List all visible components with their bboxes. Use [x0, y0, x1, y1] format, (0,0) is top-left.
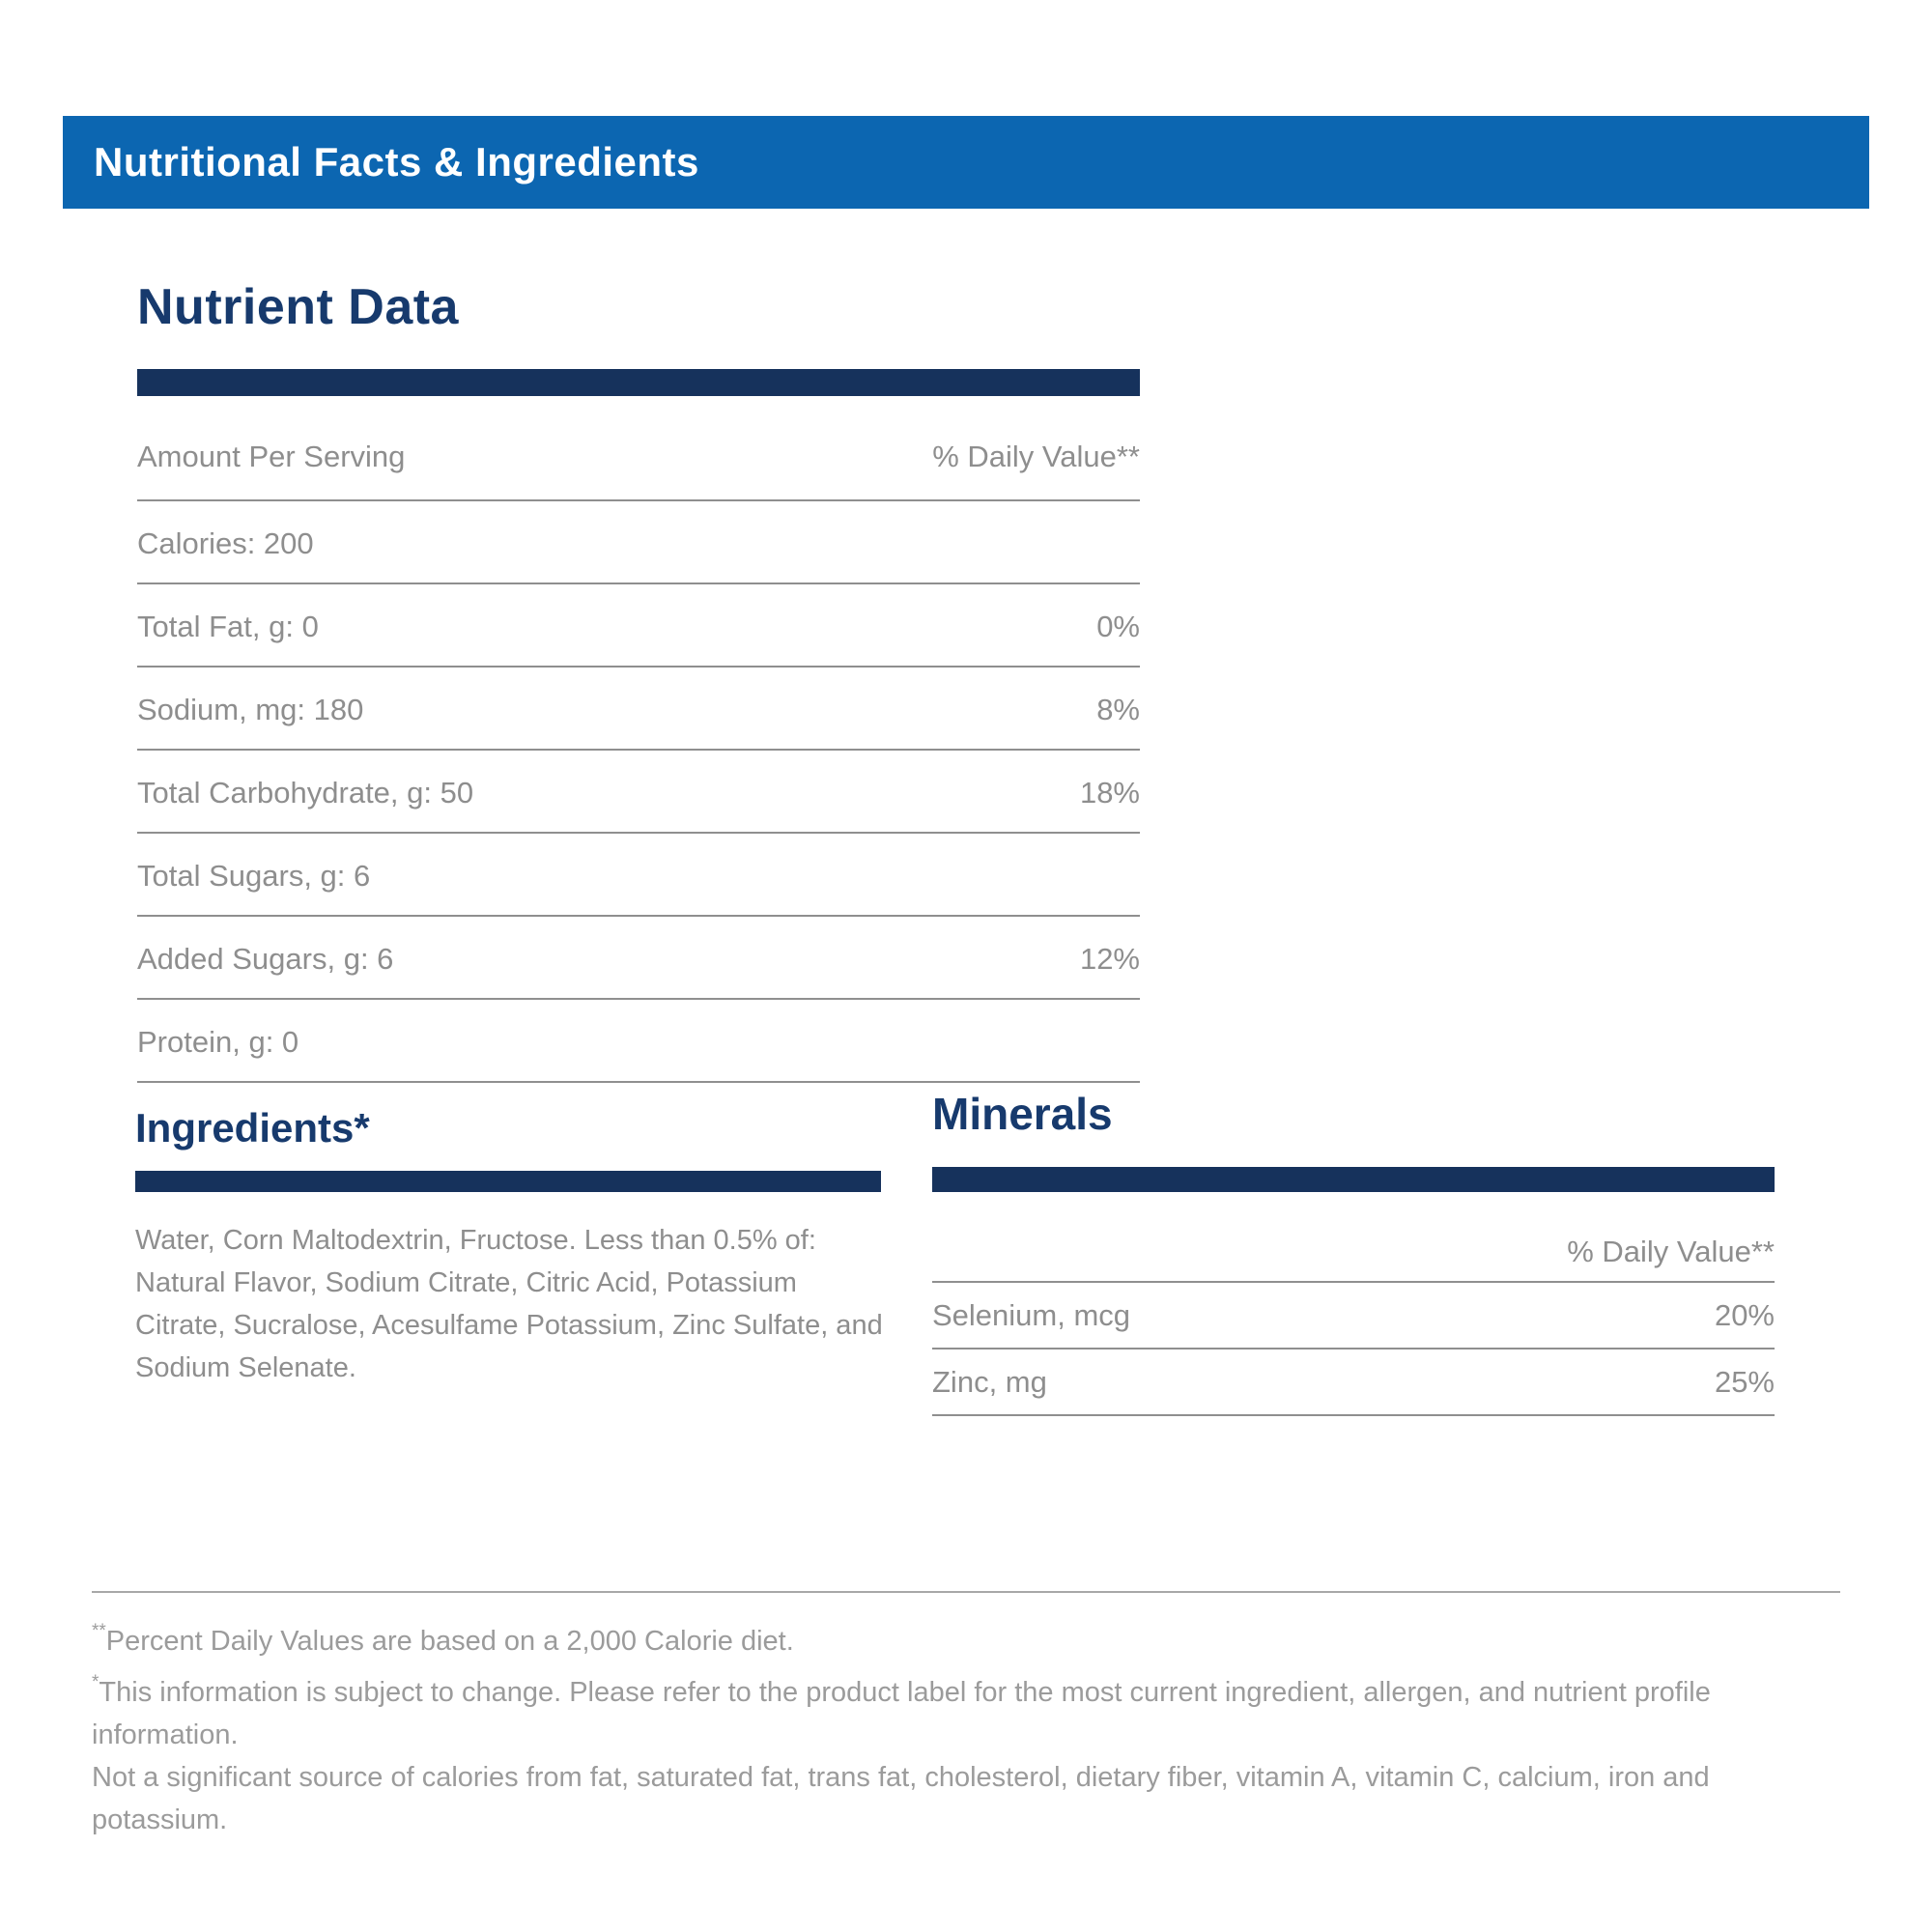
footnote-marker: *	[92, 1672, 99, 1692]
minerals-daily-value-header: % Daily Value**	[932, 1192, 1775, 1283]
footnotes	[92, 1591, 1840, 1841]
ingredients-section-divider-bar	[135, 1171, 881, 1192]
nutrient-daily-value: 8%	[1096, 693, 1140, 726]
nutrient-section-divider-bar	[137, 369, 1140, 396]
table-row	[137, 917, 1140, 1000]
ingredients-list-text: Water, Corn Maltodextrin, Fructose. Less than 0.5% of: Natural Flavor, Sodium Citrate, Citric Acid, Potassium Citrate, Sucralose, Acesulfame Potassium, Zinc Sulfate, and Sodium Selenate.	[135, 1225, 883, 1383]
mineral-label: Zinc, mg	[932, 1365, 1047, 1399]
table-row	[137, 501, 1140, 584]
ingredients-heading: Ingredients*	[135, 1105, 370, 1151]
nutrient-label: Calories: 200	[137, 526, 314, 560]
minerals-heading: Minerals	[932, 1089, 1113, 1139]
nutrient-label: Total Carbohydrate, g: 50	[137, 776, 474, 810]
nutrient-label: Protein, g: 0	[137, 1025, 299, 1059]
nutrient-daily-value: 0%	[1096, 610, 1140, 643]
amount-per-serving-header: Amount Per Serving	[137, 440, 406, 473]
table-row	[137, 834, 1140, 917]
footnote-disclaimer-text: This information is subject to change. Please refer to the product label for the most current ingredient, allergen, and nutrient profile information.	[92, 1677, 1711, 1750]
mineral-label: Selenium, mcg	[932, 1298, 1131, 1332]
footnote-disclaimer	[92, 1671, 1840, 1756]
page-title: Nutritional Facts & Ingredients	[94, 139, 699, 185]
nutrient-table-header-row	[137, 430, 1140, 501]
footnote-daily-values-text: Percent Daily Values are based on a 2,000 Calorie diet.	[105, 1626, 794, 1657]
table-row	[932, 1350, 1775, 1416]
table-row	[932, 1283, 1775, 1350]
footnote-daily-values	[92, 1620, 1840, 1662]
table-row	[137, 751, 1140, 834]
nutrient-label: Total Fat, g: 0	[137, 610, 319, 643]
nutrient-label: Sodium, mg: 180	[137, 693, 364, 726]
nutrient-data-heading: Nutrient Data	[137, 279, 459, 335]
footnote-not-significant-source: Not a significant source of calories from fat, saturated fat, trans fat, cholesterol, dietary fiber, vitamin A, vitamin C, calcium, iron and potassium.	[92, 1762, 1710, 1835]
minerals-table	[932, 1192, 1775, 1416]
nutrient-label: Added Sugars, g: 6	[137, 942, 394, 976]
nutrient-daily-value: 12%	[1079, 942, 1140, 976]
nutrient-daily-value: 18%	[1079, 776, 1140, 810]
table-row	[137, 1000, 1140, 1083]
page-header-banner	[63, 116, 1869, 209]
daily-value-header: % Daily Value**	[932, 440, 1140, 473]
nutrient-label: Total Sugars, g: 6	[137, 859, 371, 893]
minerals-section-divider-bar	[932, 1167, 1775, 1192]
table-row	[137, 668, 1140, 751]
mineral-daily-value: 20%	[1714, 1298, 1775, 1332]
footnote-marker: **	[92, 1621, 106, 1641]
mineral-daily-value: 25%	[1714, 1365, 1775, 1399]
table-row	[137, 584, 1140, 668]
nutrient-table	[137, 430, 1140, 1083]
